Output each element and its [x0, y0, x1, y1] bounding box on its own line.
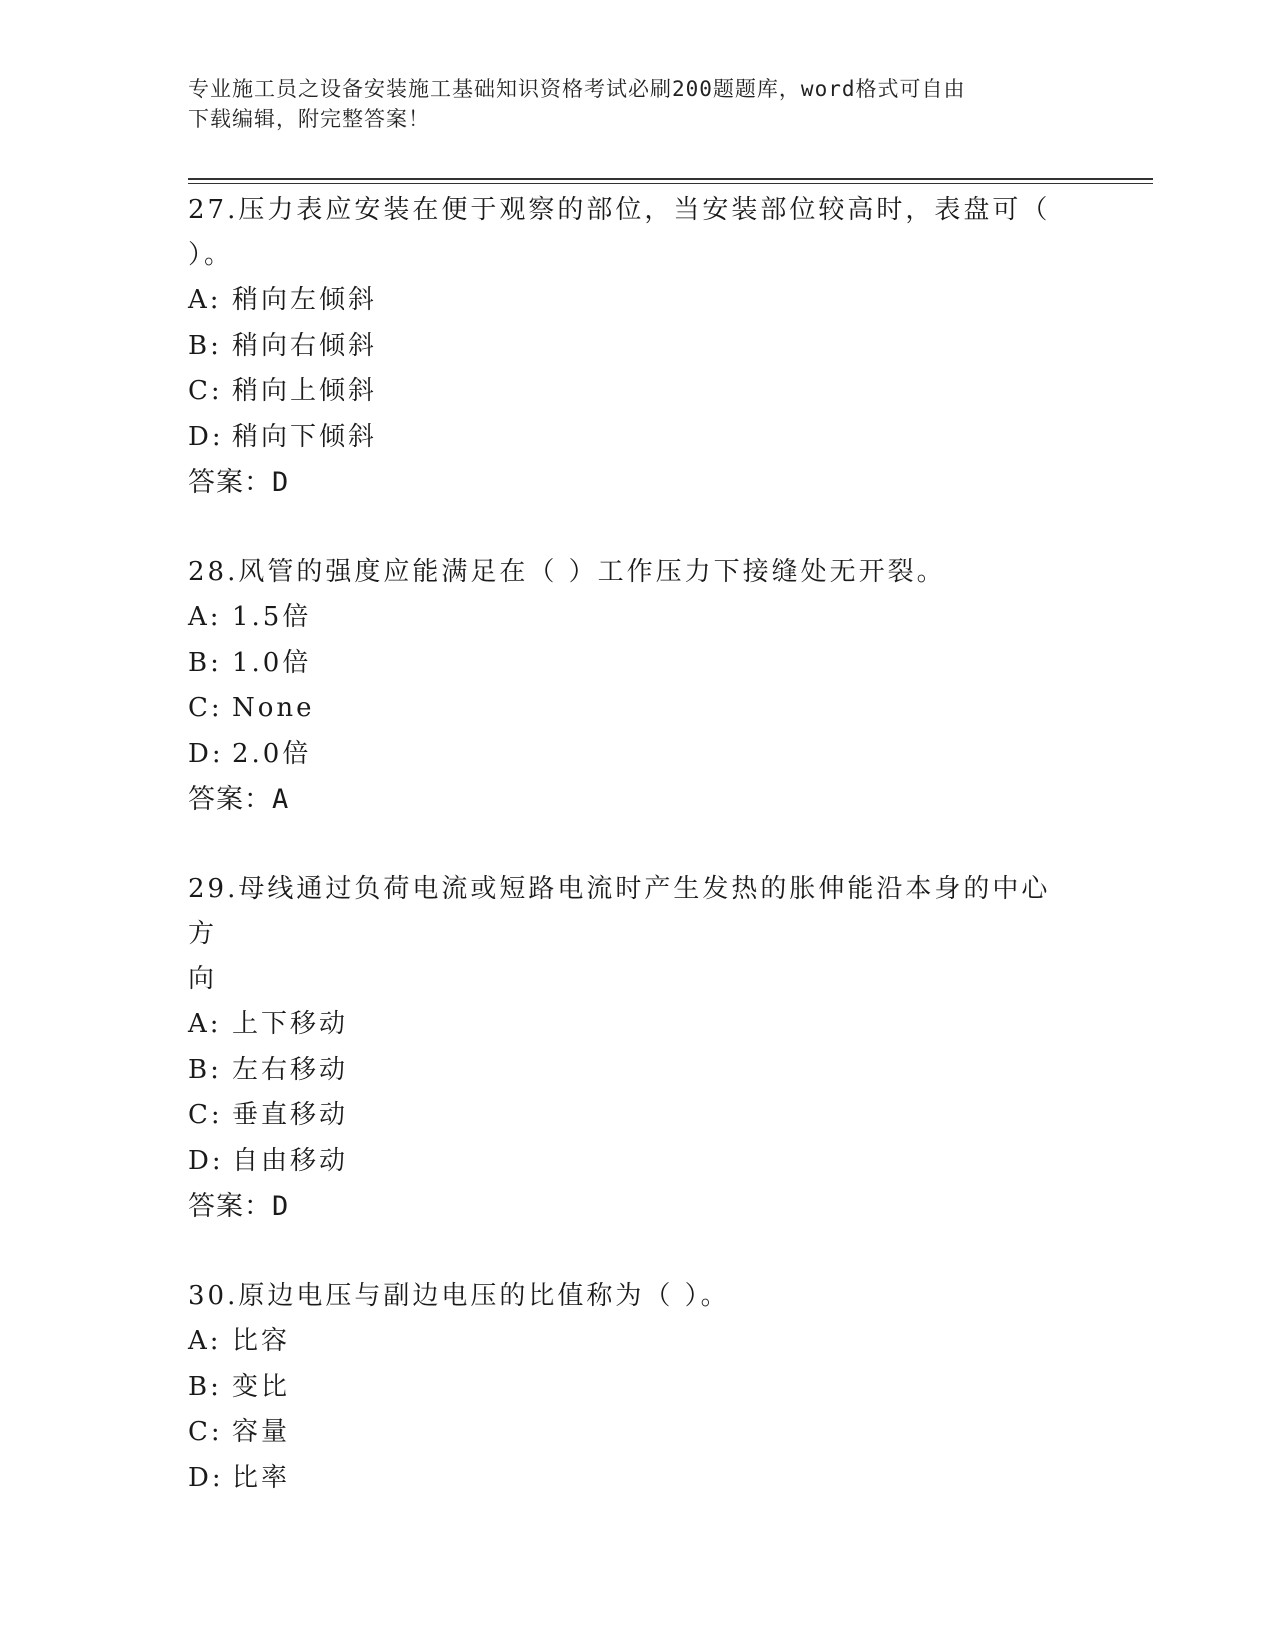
- option-text: 垂直移动: [232, 1100, 349, 1130]
- option-d: [188, 732, 1088, 778]
- header-divider-thin: [188, 183, 1153, 184]
- option-text: 稍向左倾斜: [232, 285, 378, 315]
- option-a: [188, 595, 1088, 641]
- option-text: 稍向下倾斜: [232, 421, 378, 452]
- option-letter: C:: [188, 693, 223, 723]
- header-line-2: 下载编辑，附完整答案！: [188, 107, 430, 131]
- option-c: [188, 1093, 1088, 1139]
- answer-text: 答案：D: [188, 1191, 290, 1222]
- option-letter: D:: [188, 1462, 224, 1493]
- option-letter: A:: [188, 285, 222, 315]
- question-text-line-1: 27.压力表应安装在便于观察的部位，当安装部位较高时，表盘可（: [188, 195, 1051, 225]
- option-a: [188, 278, 1088, 324]
- option-letter: B:: [188, 647, 222, 678]
- question-text-line-1: 30.原边电压与副边电压的比值称为（ ）。: [188, 1281, 730, 1311]
- option-text: 上下移动: [232, 1009, 349, 1039]
- option-letter: B:: [188, 1054, 222, 1085]
- option-text: 变比: [232, 1371, 291, 1402]
- document-header: [188, 74, 1068, 134]
- header-divider-thick: [188, 178, 1153, 180]
- option-text: 1.5倍: [232, 602, 312, 632]
- question-29: [188, 867, 1088, 1229]
- option-d: [188, 1456, 1088, 1502]
- option-b: [188, 324, 1088, 370]
- header-line-1: 专业施工员之设备安装施工基础知识资格考试必刷200题题库，word格式可自由: [188, 77, 966, 101]
- question-spacer: [188, 1229, 1088, 1274]
- option-a: [188, 1319, 1088, 1365]
- option-text: 比容: [232, 1326, 291, 1356]
- answer-text: 答案：D: [188, 467, 290, 498]
- option-letter: A:: [188, 1009, 222, 1039]
- option-text: 比率: [232, 1462, 291, 1493]
- option-letter: C:: [188, 376, 223, 406]
- option-letter: D:: [188, 738, 224, 769]
- option-letter: A:: [188, 1326, 222, 1356]
- option-text: 稍向右倾斜: [232, 330, 378, 361]
- question-text-line-2: 向: [188, 964, 218, 994]
- option-letter: C:: [188, 1417, 223, 1447]
- question-spacer: [188, 822, 1088, 867]
- option-c: [188, 369, 1088, 415]
- option-text: None: [232, 693, 315, 723]
- option-b: [188, 1048, 1088, 1094]
- option-b: [188, 641, 1088, 687]
- option-letter: C:: [188, 1100, 223, 1130]
- answer-text: 答案：A: [188, 784, 290, 815]
- question-text: [188, 867, 1068, 1002]
- option-text: 容量: [232, 1417, 291, 1447]
- question-text-line-2: ）。: [188, 240, 234, 270]
- option-c: [188, 686, 1088, 732]
- option-a: [188, 1002, 1088, 1048]
- option-d: [188, 1139, 1088, 1185]
- question-text: [188, 550, 1068, 595]
- question-text-line-1: 28.风管的强度应能满足在（ ）工作压力下接缝处无开裂。: [188, 557, 946, 587]
- option-letter: B:: [188, 1371, 222, 1402]
- option-b: [188, 1365, 1088, 1411]
- question-text: [188, 1274, 1068, 1319]
- question-spacer: [188, 505, 1088, 550]
- option-d: [188, 415, 1088, 461]
- question-28: [188, 550, 1088, 822]
- option-letter: A:: [188, 602, 222, 632]
- option-text: 左右移动: [232, 1054, 349, 1085]
- option-letter: D:: [188, 421, 224, 452]
- option-text: 自由移动: [232, 1145, 349, 1176]
- question-text: [188, 188, 1068, 278]
- question-text-line-1: 29.母线通过负荷电流或短路电流时产生发热的胀伸能沿本身的中心方: [188, 874, 1051, 949]
- option-c: [188, 1410, 1088, 1456]
- option-text: 2.0倍: [232, 738, 312, 769]
- question-30: [188, 1274, 1088, 1501]
- option-letter: B:: [188, 330, 222, 361]
- question-27: [188, 188, 1088, 505]
- question-list: [188, 188, 1088, 1501]
- option-text: 1.0倍: [232, 647, 312, 678]
- option-text: 稍向上倾斜: [232, 376, 378, 406]
- option-letter: D:: [188, 1145, 224, 1176]
